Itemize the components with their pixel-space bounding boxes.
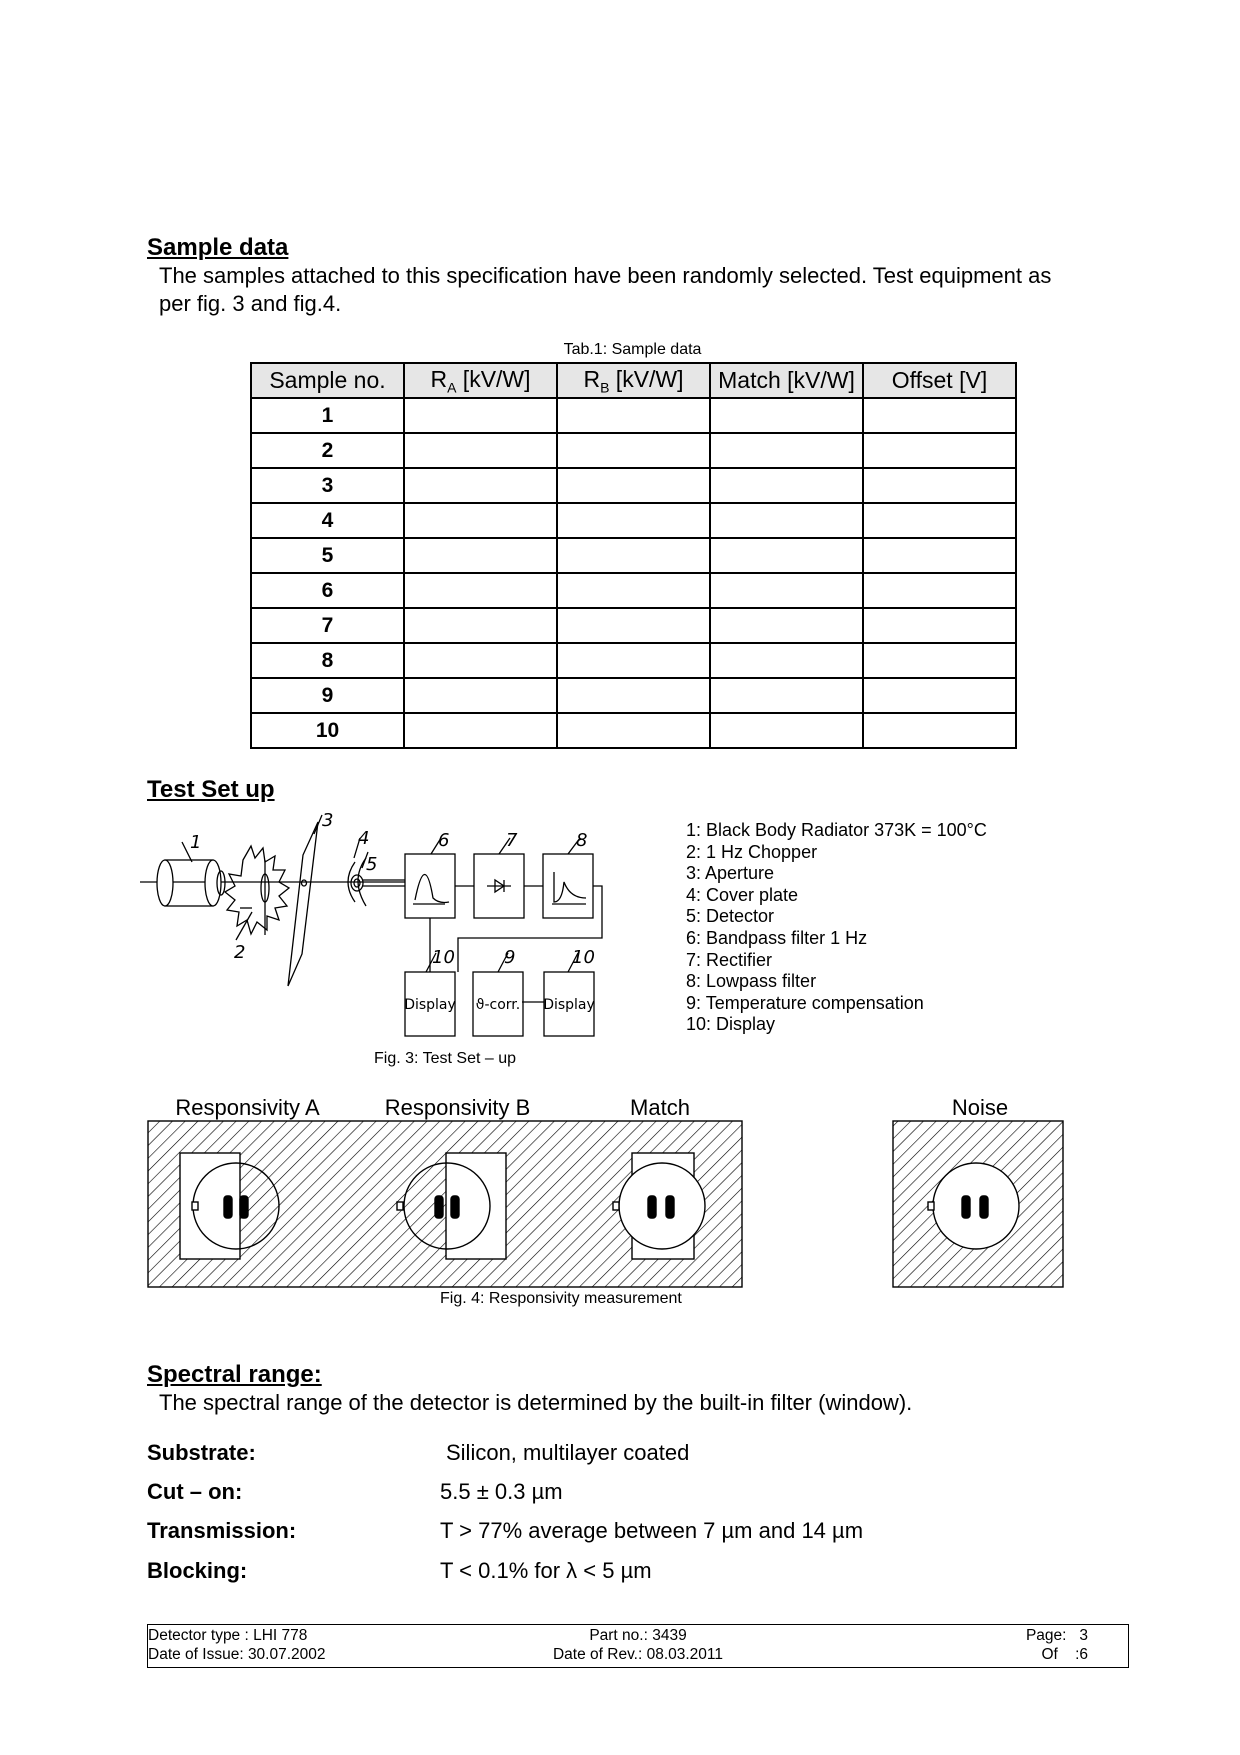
empty-value-cell: [863, 503, 1016, 538]
empty-value-cell: [557, 713, 710, 748]
legend-item: 5: Detector: [686, 906, 775, 927]
table-row: [251, 573, 1016, 608]
empty-value-cell: [863, 608, 1016, 643]
empty-value-cell: [404, 608, 557, 643]
table-row: [251, 468, 1016, 503]
label-5: 5: [366, 854, 378, 875]
display-text-right: Display: [543, 997, 595, 1013]
empty-value-cell: [710, 503, 863, 538]
fig3-caption: Fig. 3: Test Set – up: [374, 1050, 517, 1067]
empty-value-cell: [863, 468, 1016, 503]
column-header-ra: $R_A$ [kV/W]: [404, 363, 557, 398]
empty-value-cell: [557, 433, 710, 468]
empty-value-cell: [404, 433, 557, 468]
spec-value-cut-on: 5.5 ± 0.3 µm: [440, 1479, 563, 1504]
table-header-row: [251, 363, 1016, 398]
empty-value-cell: [404, 468, 557, 503]
spec-value-substrate: Silicon, multilayer coated: [446, 1440, 690, 1465]
column-header-sample-no: Sample no.: [251, 363, 404, 398]
empty-value-cell: [404, 398, 557, 433]
empty-value-cell: [557, 468, 710, 503]
table-row: [251, 713, 1016, 748]
legend-item: 1: Black Body Radiator 373K = 100°C: [686, 820, 987, 840]
label-match: Match: [630, 1095, 690, 1120]
table-row: [251, 643, 1016, 678]
sample-number-cell: 9: [251, 678, 404, 713]
empty-value-cell: [404, 503, 557, 538]
empty-value-cell: [404, 713, 557, 748]
column-header-rb: $R_B$ [kV/W]: [557, 363, 710, 398]
sample-number-cell: 7: [251, 608, 404, 643]
empty-value-cell: [710, 538, 863, 573]
footer-of: Of :6: [1041, 1646, 1088, 1663]
empty-value-cell: [557, 538, 710, 573]
spec-label-cut-on: Cut – on:: [147, 1479, 243, 1504]
sample-number-cell: 2: [251, 433, 404, 468]
empty-value-cell: [404, 678, 557, 713]
label-8: 8: [576, 830, 588, 851]
empty-value-cell: [557, 643, 710, 678]
display-text-left: Display: [404, 997, 456, 1013]
sample-data-intro-line2: per fig. 3 and fig.4.: [159, 291, 342, 316]
sample-number-cell: 10: [251, 713, 404, 748]
sample-data-table: [250, 362, 1017, 749]
legend-item: 4: Cover plate: [686, 884, 799, 905]
column-header-match: Match [kV/W]: [710, 363, 863, 398]
aperture: [288, 815, 322, 986]
label-responsivity-b: Responsivity B: [384, 1095, 531, 1120]
spec-value-blocking: T < 0.1% for λ < 5 µm: [440, 1558, 652, 1583]
label-10-right: 10: [572, 947, 595, 968]
empty-value-cell: [863, 678, 1016, 713]
sample-number-cell: 8: [251, 643, 404, 678]
empty-value-cell: [557, 503, 710, 538]
label-1: 1: [190, 832, 202, 853]
empty-value-cell: [863, 398, 1016, 433]
table-row: [251, 503, 1016, 538]
label-10-left: 10: [432, 947, 455, 968]
table-row: [251, 678, 1016, 713]
empty-value-cell: [710, 713, 863, 748]
empty-value-cell: [710, 643, 863, 678]
empty-value-cell: [863, 433, 1016, 468]
legend-item: 7: Rectifier: [686, 949, 773, 970]
footer-date-rev: Date of Rev.: 08.03.2011: [552, 1646, 724, 1663]
empty-value-cell: [710, 678, 863, 713]
test-setup-legend: [686, 820, 987, 1036]
legend-item: 8: Lowpass filter: [686, 971, 817, 992]
spec-label-blocking: Blocking:: [147, 1558, 248, 1583]
label-3: 3: [322, 810, 334, 831]
test-setup-diagram: [140, 800, 610, 1040]
table-caption: Tab.1: Sample data: [563, 341, 702, 358]
legend-item: 6: Bandpass filter 1 Hz: [686, 927, 868, 948]
spec-label-transmission: Transmission:: [147, 1518, 297, 1543]
label-7: 7: [506, 830, 518, 851]
spectral-range-heading: Spectral range:: [147, 1361, 322, 1388]
empty-value-cell: [557, 398, 710, 433]
empty-value-cell: [557, 608, 710, 643]
test-setup-heading: Test Set up: [147, 776, 275, 803]
sample-number-cell: 4: [251, 503, 404, 538]
footer-detector-type: Detector type : LHI 778: [148, 1627, 308, 1644]
empty-value-cell: [863, 713, 1016, 748]
table-row: [251, 608, 1016, 643]
page-footer: [147, 1624, 1129, 1668]
empty-value-cell: [710, 398, 863, 433]
empty-value-cell: [863, 538, 1016, 573]
empty-value-cell: [710, 608, 863, 643]
label-2: 2: [234, 942, 246, 963]
legend-item: 10: Display: [686, 1014, 776, 1035]
sample-number-cell: 6: [251, 573, 404, 608]
label-9: 9: [504, 947, 516, 968]
column-header-offset: Offset [V]: [863, 363, 1016, 398]
theta-corr-text: ϑ-corr.: [475, 997, 521, 1013]
sample-number-cell: 1: [251, 398, 404, 433]
empty-value-cell: [404, 573, 557, 608]
footer-part-no: Part no.: 3439: [589, 1627, 687, 1644]
label-responsivity-a: Responsivity A: [175, 1095, 320, 1120]
table-row: [251, 398, 1016, 433]
empty-value-cell: [863, 643, 1016, 678]
label-4: 4: [358, 828, 370, 849]
table-row: [251, 433, 1016, 468]
sample-data-intro-line1: The samples attached to this specification have been randomly selected. Test equipment as: [159, 263, 1052, 288]
label-6: 6: [438, 830, 450, 851]
sample-number-cell: 5: [251, 538, 404, 573]
footer-date-issue: Date of Issue: 30.07.2002: [148, 1646, 326, 1663]
responsivity-figure: [140, 1115, 1080, 1295]
footer-page: Page: 3: [1025, 1627, 1088, 1644]
table-row: [251, 538, 1016, 573]
sample-number-cell: 3: [251, 468, 404, 503]
empty-value-cell: [404, 538, 557, 573]
empty-value-cell: [710, 433, 863, 468]
spec-value-transmission: T > 77% average between 7 µm and 14 µm: [440, 1518, 864, 1543]
fig4-caption: Fig. 4: Responsivity measurement: [440, 1290, 682, 1307]
empty-value-cell: [557, 678, 710, 713]
legend-item: 9: Temperature compensation: [686, 992, 924, 1013]
legend-item: 3: Aperture: [686, 863, 775, 884]
empty-value-cell: [710, 573, 863, 608]
spec-label-substrate: Substrate:: [147, 1440, 256, 1465]
legend-item: 2: 1 Hz Chopper: [686, 841, 818, 862]
empty-value-cell: [557, 573, 710, 608]
label-noise: Noise: [951, 1095, 1009, 1120]
empty-value-cell: [710, 468, 863, 503]
empty-value-cell: [863, 573, 1016, 608]
empty-value-cell: [404, 643, 557, 678]
spectral-range-text: The spectral range of the detector is determined by the built-in filter (window).: [159, 1390, 913, 1415]
sample-data-heading: Sample data: [147, 234, 289, 261]
chopper: [225, 846, 289, 940]
